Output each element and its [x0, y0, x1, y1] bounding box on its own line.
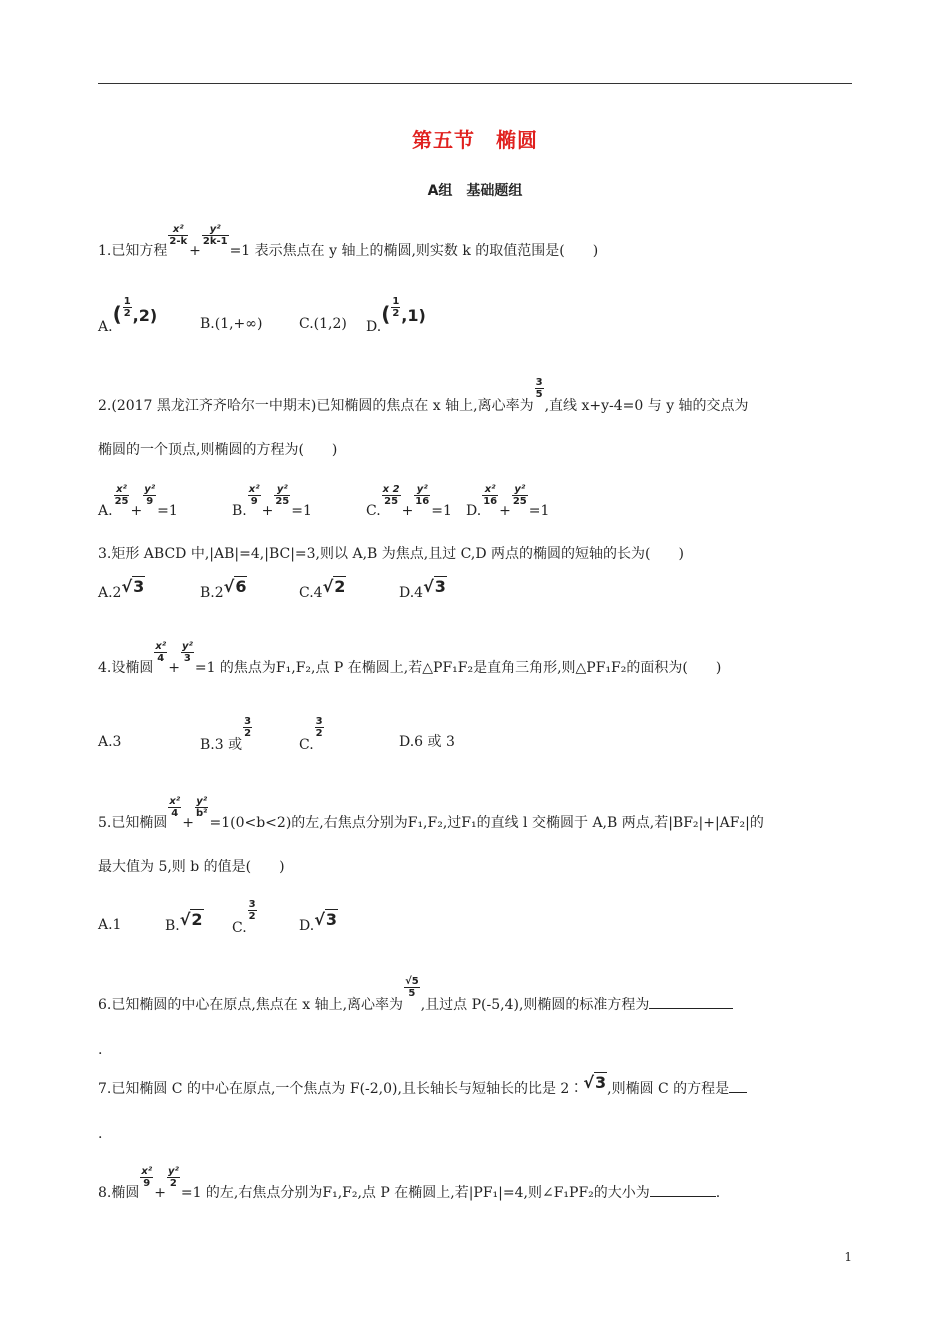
question-8: 8.椭圆 $\frac{\text{x²}}{9}$ + $\frac{\text{y²}}{2}$ =1 的左,右焦点分别为F₁,F₂,点 P 在椭圆上,若|PF₁|=4,则∠F₁PF₂的大小为 . [98, 1166, 721, 1201]
q3-option-d: D.4√3 [399, 577, 446, 601]
question-7-end: . [98, 1126, 103, 1142]
fraction: $\frac{3}{2}$ [244, 716, 252, 739]
fraction: $\frac{\text{x²}}{16}$ [483, 484, 498, 507]
question-6-end: . [98, 1042, 103, 1058]
question-5: 5.已知椭圆 $\frac{\text{x²}}{4}$ + $\frac{\text{y²}}{\text{b²}}$ =1(0<b<2)的左,右焦点分别为F₁,F₂,过F₁的直线 l 交椭圆于 A,B 两点,若|BF₂|+|AF₂|的 [98, 796, 764, 831]
fraction: $\frac{\text{y²}}{25}$ [275, 484, 290, 507]
question-5-line-2: 最大值为 5,则 b 的值是( ) [98, 859, 285, 875]
square-root: √3 [423, 577, 446, 596]
q4-option-c: C. $\frac{3}{2}$ [299, 716, 323, 753]
fraction: $\frac{1}{2}$ [392, 296, 400, 319]
page-title: 第五节 椭圆 [412, 128, 538, 152]
q2-option-a: A. $\frac{\text{x²}}{25}$ + $\frac{\text{y²}}{9}$ =1 [98, 484, 178, 519]
q4-option-b: B.3 或 $\frac{3}{2}$ [200, 716, 252, 753]
fraction: $\frac{3}{2}$ [315, 716, 323, 739]
square-root: √3 [583, 1073, 607, 1092]
question-7: 7.已知椭圆 C 的中心在原点,一个焦点为 F(-2,0),且长轴长与短轴长的比是 2∶√3,则椭圆 C 的方程是 [98, 1078, 747, 1099]
q5-option-b: B.√2 [165, 910, 203, 934]
q1-option-b: B.(1,+∞) [200, 316, 263, 332]
header-rule [98, 83, 852, 84]
fraction: $\frac{\text{x²}}{4}$ [169, 796, 181, 819]
square-root: √2 [179, 910, 203, 929]
q3-option-a: A.2√3 [98, 577, 145, 601]
q1-option-a: A.( $\frac{1}{2}$ ,2) [98, 296, 158, 335]
q2-option-d: D. $\frac{\text{x²}}{16}$ + $\frac{\text{y²}}{25}$ =1 [466, 484, 550, 519]
fraction: $\frac{\text{y²}}{25}$ [512, 484, 527, 507]
answer-blank[interactable] [729, 1078, 747, 1093]
q5-option-a: A.1 [98, 917, 122, 933]
question-3: 3.矩形 ABCD 中,|AB|=4,|BC|=3,则以 A,B 为焦点,且过 C,D 两点的椭圆的短轴的长为( ) [98, 546, 684, 562]
answer-blank[interactable] [649, 994, 733, 1009]
fraction: $\frac{√5}{5}$ [405, 976, 419, 999]
answer-blank[interactable] [650, 1182, 716, 1197]
q2-option-b: B. $\frac{\text{x²}}{9}$ + $\frac{\text{y²}}{25}$ =1 [232, 484, 312, 519]
fraction: $\frac{\text{x²}}{9}$ [141, 1166, 153, 1189]
q3-option-b: B.2√6 [200, 577, 247, 601]
fraction: $\frac{\text{x²}}{25}$ [114, 484, 129, 507]
fraction: $\frac{\text{y²}}{3}$ [181, 641, 193, 664]
fraction: $\frac{\text{x²}}{9}$ [248, 484, 260, 507]
question-6: 6.已知椭圆的中心在原点,焦点在 x 轴上,离心率为 $\frac{√5}{5}$ ,且过点 P(-5,4),则椭圆的标准方程为 [98, 992, 733, 1015]
fraction: $\frac{\text{y²}}{2}$ [167, 1166, 179, 1189]
square-root: √3 [314, 910, 337, 929]
q1-option-c: C.(1,2) [299, 316, 347, 332]
q4-option-a: A.3 [98, 734, 122, 750]
fraction: $\frac{\text{x²}}{2-k}$ [169, 224, 188, 247]
fraction: $\frac{3}{2}$ [248, 899, 256, 922]
question-2-line-2: 椭圆的一个顶点,则椭圆的方程为( ) [98, 442, 338, 458]
section-subtitle: A组 基础题组 [427, 183, 523, 199]
q2-option-c: C. $\frac{x 2}{25}$ + $\frac{\text{y²}}{16}$ =1 [366, 484, 452, 519]
square-root: √6 [223, 577, 247, 596]
q3-option-c: C.4√2 [299, 577, 346, 601]
q5-option-c: C. $\frac{3}{2}$ [232, 899, 256, 936]
square-root: √2 [322, 577, 346, 596]
fraction: $\frac{\text{y²}}{16}$ [415, 484, 430, 507]
q1-option-d: D.( $\frac{1}{2}$ ,1) [366, 296, 426, 335]
question-2: 2.(2017 黑龙江齐齐哈尔一中期末)已知椭圆的焦点在 x 轴上,离心率为 $\frac{3}{5}$ ,直线 x+y-4=0 与 y 轴的交点为 [98, 377, 749, 414]
q4-option-d: D.6 或 3 [399, 734, 455, 750]
fraction: $\frac{\text{y²}}{2k-1}$ [202, 224, 228, 247]
fraction: $\frac{\text{y²}}{9}$ [144, 484, 156, 507]
fraction: $\frac{3}{5}$ [535, 377, 543, 400]
q5-option-d: D.√3 [299, 910, 337, 934]
square-root: √3 [121, 577, 145, 596]
question-1: 1.已知方程 $\frac{\text{x²}}{2-k}$ + $\frac{\text{y²}}{2k-1}$ =1 表示焦点在 y 轴上的椭圆,则实数 k 的取值范围是( ) [98, 224, 599, 259]
fraction: $\frac{x 2}{25}$ [382, 484, 400, 507]
fraction: $\frac{1}{2}$ [123, 296, 131, 319]
fraction: $\frac{\text{y²}}{\text{b²}}$ [195, 796, 208, 819]
question-4: 4.设椭圆 $\frac{\text{x²}}{4}$ + $\frac{\text{y²}}{3}$ =1 的焦点为F₁,F₂,点 P 在椭圆上,若△PF₁F₂是直角三角形,则△PF₁F₂的面积为( ) [98, 641, 722, 676]
fraction: $\frac{\text{x²}}{4}$ [155, 641, 167, 664]
page-number: 1 [844, 1250, 852, 1264]
